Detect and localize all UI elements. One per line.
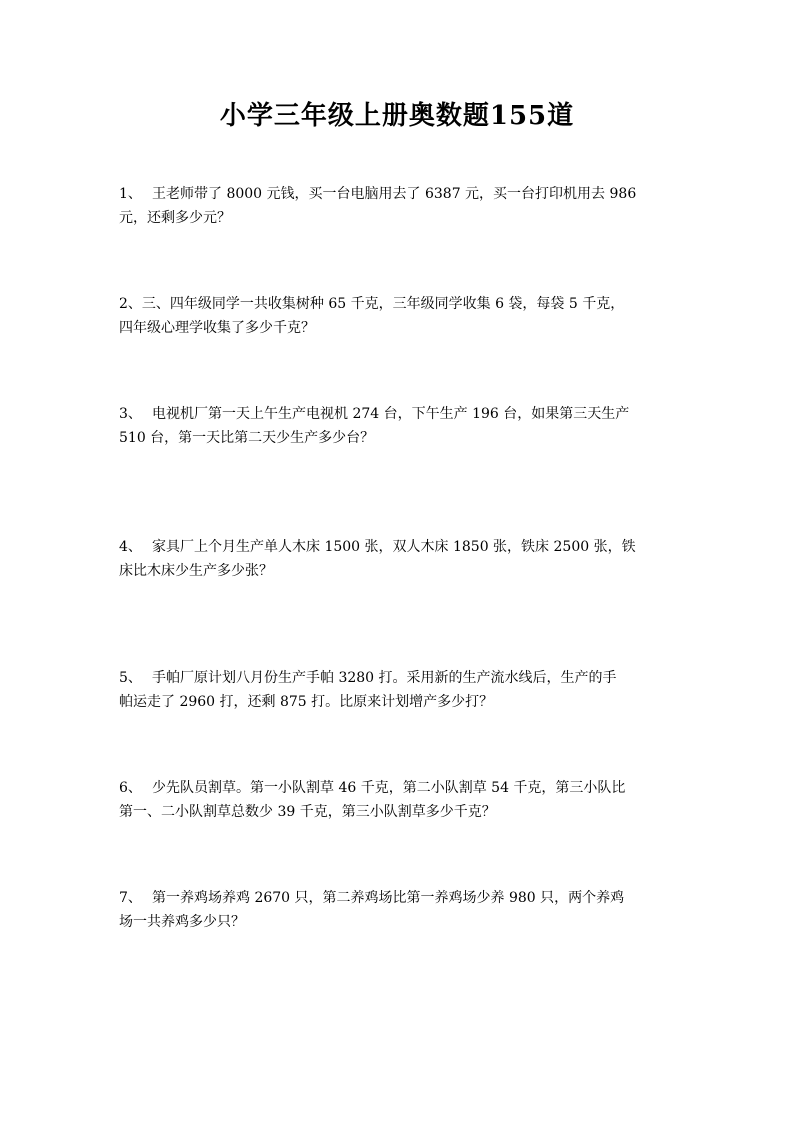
question-text-continued: 场一共养鸡多少只？ <box>119 914 245 930</box>
page-title: 小学三年级上册奥数题155道 <box>219 101 575 131</box>
question-line <box>119 886 679 910</box>
question-number: 4、 <box>119 539 142 555</box>
question-number: 5、 <box>119 670 142 686</box>
question-3 <box>119 402 679 450</box>
question-text: 第一养鸡场养鸡 2670 只，第二养鸡场比第一养鸡场少养 980 只，两个养鸡 <box>152 890 625 906</box>
question-text-continued: 四年级心理学收集了多少千克？ <box>119 320 315 336</box>
question-line <box>119 402 679 426</box>
question-text-continued: 床比木床少生产多少张？ <box>119 563 273 579</box>
question-text: 电视机厂第一天上午生产电视机 274 台，下午生产 196 台，如果第三天生产 <box>152 406 630 422</box>
question-number: 6、 <box>119 780 142 796</box>
question-5 <box>119 666 679 714</box>
question-2 <box>119 292 679 340</box>
question-text: 家具厂上个月生产单人木床 1500 张，双人木床 1850 张，铁床 2500 张，铁 <box>152 539 636 555</box>
question-text: 王老师带了 8000 元钱，买一台电脑用去了 6387 元，买一台打印机用去 986 <box>152 186 637 202</box>
question-7 <box>119 886 679 934</box>
question-text-continued: 帕运走了 2960 打，还剩 875 打。比原来计划增产多少打？ <box>119 694 494 710</box>
question-text: 少先队员割草。第一小队割草 46 千克，第二小队割草 54 千克，第三小队比 <box>152 780 626 796</box>
question-text-continued: 510 台，第一天比第二天少生产多少台？ <box>119 430 375 446</box>
question-number: 7、 <box>119 890 142 906</box>
question-number: 3、 <box>119 406 142 422</box>
question-line <box>119 666 679 690</box>
question-1 <box>119 182 679 230</box>
question-line <box>119 776 679 800</box>
question-text-continued: 元，还剩多少元？ <box>119 210 231 226</box>
question-text: 手帕厂原计划八月份生产手帕 3280 打。采用新的生产流水线后，生产的手 <box>152 670 617 686</box>
question-number: 1、 <box>119 186 142 202</box>
question-line <box>119 182 679 206</box>
question-text-continued: 第一、二小队割草总数少 39 千克，第三小队割草多少千克？ <box>119 804 496 820</box>
question-4 <box>119 535 679 583</box>
question-text: 2、三、四年级同学一共收集树种 65 千克，三年级同学收集 6 袋，每袋 5 千克， <box>119 296 625 312</box>
question-6 <box>119 776 679 824</box>
question-line <box>119 535 679 559</box>
